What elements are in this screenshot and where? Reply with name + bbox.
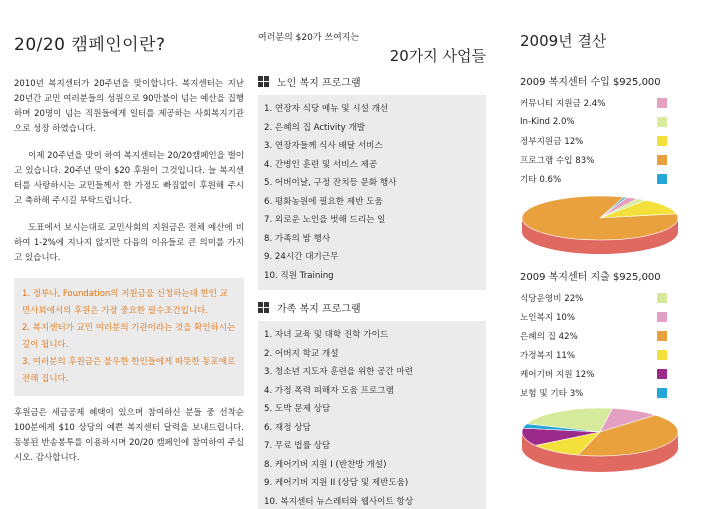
legend-entry [520,131,712,150]
reason-item: 1. 정부나, Foundation의 지원금을 신청하는데 한인 교민사회에서의 후원은 가장 중요한 필수조건입니다. [22,289,228,316]
legend-swatch [657,293,667,303]
legend-swatch [657,136,667,146]
list-item: 1. 자녀 교육 및 대학 진학 가이드 [264,330,389,340]
list-item: 8. 케어기버 지원 I (반찬방 개설) [264,459,387,470]
list-item: 3. 청소년 지도자 훈련을 위한 공간 마련 [264,367,414,377]
section-label: 노인 복지 프로그램 [277,78,361,89]
income-chart-title: 2009 복지센터 수입 $925,000 [520,77,661,88]
legend-swatch [657,174,667,184]
legend-label: 케어기버 지원 12% [520,369,595,380]
legend-label: 커뮤니티 지원금 2.4% [520,98,606,109]
legend-entry [520,169,712,188]
campaign-paragraph: 이제 20주년을 맞이 하여 복지센터는 20/20캠페인을 벌이고 있습니다. 20주년 맞이 $20 후원이 그것입니다. 늘 복지센터를 사랑하시는 교민들께서 한 가정도 빠짐없이 후원해 주시고 축하해 주시길 부탁드립니다. [14,151,244,206]
list-item: 9. 케어기버 지원 II (상담 및 제반도움) [264,478,409,488]
legend-entry [520,93,712,112]
legend-entry [520,288,712,307]
legend-swatch [657,117,667,127]
family-program-heading [258,300,486,315]
list-item: 4. 간병인 훈련 및 서비스 제공 [264,159,378,170]
reason-item: 3. 여러분의 후원금은 불우한 한인들에게 따뜻한 동포애로 전해 집니다. [22,357,236,384]
intro-paragraph: 2010년 복지센터가 20주년을 맞이합니다. 복지센터는 지난 20년간 교민 여러분들의 성원으로 90만불이 넘는 예산을 집행하며 20명이 넘는 직원들에게 일터를 제공하는 사회복지기관으로 성장 하였습니다. [14,79,244,134]
legend-label: 노인복지 10% [520,312,576,323]
budget-title: 2009년 결산 [520,32,607,50]
list-item: 2. 어버지 학교 개설 [264,348,339,359]
programs-pretitle: 여러분의 $20가 쓰여지는 [258,33,360,43]
list-item: 1. 연장자 식당 메뉴 및 시설 개선 [264,104,389,114]
legend-entry [520,150,712,169]
list-item: 6. 재정 상담 [264,422,311,433]
legend-entry [520,364,712,383]
list-item: 5. 도박 문제 상담 [264,404,331,414]
list-item: 4. 가정 폭력 피해자 도움 프로그램 [264,385,394,396]
list-item: 8. 가족의 밤 행사 [264,233,331,244]
legend-entry [520,326,712,345]
legend-entry [520,112,712,131]
legend-label: 정부지원금 12% [520,136,584,147]
grid-square-icon [258,302,269,313]
legend-swatch [657,331,667,341]
list-item: 2. 은혜의 집 Activity 개발 [264,122,366,133]
senior-program-list [258,95,486,290]
list-item: 7. 외로운 노인을 벗해 드리는 일 [264,215,386,225]
income-pie-chart [520,194,680,254]
list-item: 7. 무료 법률 상담 [264,441,331,451]
programs-title: 20가지 사업들 [389,47,486,65]
section-label: 가족 복지 프로그램 [277,304,361,315]
legend-swatch [657,312,667,322]
reason-item: 2. 복지센터가 교민 여러분의 기관이라는 것을 확인하시는 길이 됩니다. [22,323,236,350]
legend-label: 식당운영비 22% [520,293,584,304]
legend-label: 가정복지 11% [520,350,576,361]
expense-pie-chart [520,406,680,474]
legend-swatch [657,350,667,360]
senior-program-heading [258,74,486,89]
list-item: 10. 직원 Training [264,270,334,281]
income-legend [520,93,712,188]
programs-column [258,30,486,509]
legend-entry [520,345,712,364]
expense-legend [520,288,712,402]
expense-chart-title: 2009 복지센터 지출 $925,000 [520,272,661,283]
donation-paragraph: 후원금은 세금공제 혜택이 있으며 참여하신 분들 중 선착순 100분에게 $10 상당의 예쁜 복지센터 달력을 보내드립니다. 동봉된 반송봉투를 이용하시며 20/20 캠페인에 참여하여 주십시오. 감사합니다. [14,408,244,463]
legend-swatch [657,388,667,398]
legend-label: 기타 0.6% [520,174,562,185]
list-item: 5. 어버이날, 구정 잔치등 문화 행사 [264,178,397,188]
reasons-box [14,278,244,396]
campaign-title: 20/20 캠페인이란? [14,35,166,55]
legend-swatch [657,98,667,108]
legend-swatch [657,155,667,165]
legend-entry [520,383,712,402]
legend-entry [520,307,712,326]
budget-column [520,30,712,478]
list-item: 9. 24시간 대기근무 [264,252,339,262]
legend-label: 보험 및 기타 3% [520,388,584,399]
family-program-list [258,321,486,509]
legend-swatch [657,369,667,379]
list-item: 6. 평화농원에 필요한 제반 도움 [264,196,383,207]
legend-label: 은혜의 집 42% [520,331,578,342]
campaign-column [14,30,244,478]
grid-square-icon [258,76,269,87]
support-paragraph: 도표에서 보시는대로 교민사회의 지원금은 전체 예산에 비하여 1-2%에 지나지 않지만 다음의 이유들로 큰 의미를 가지고 있습니다. [14,223,244,263]
legend-label: 프로그램 수입 83% [520,155,595,166]
list-item: 10. 복지센터 뉴스레터와 웹사이트 항상 [264,496,414,507]
legend-label: In-Kind 2.0% [520,116,575,127]
list-item: 3. 연장자들께 식사 배달 서비스 [264,141,383,151]
